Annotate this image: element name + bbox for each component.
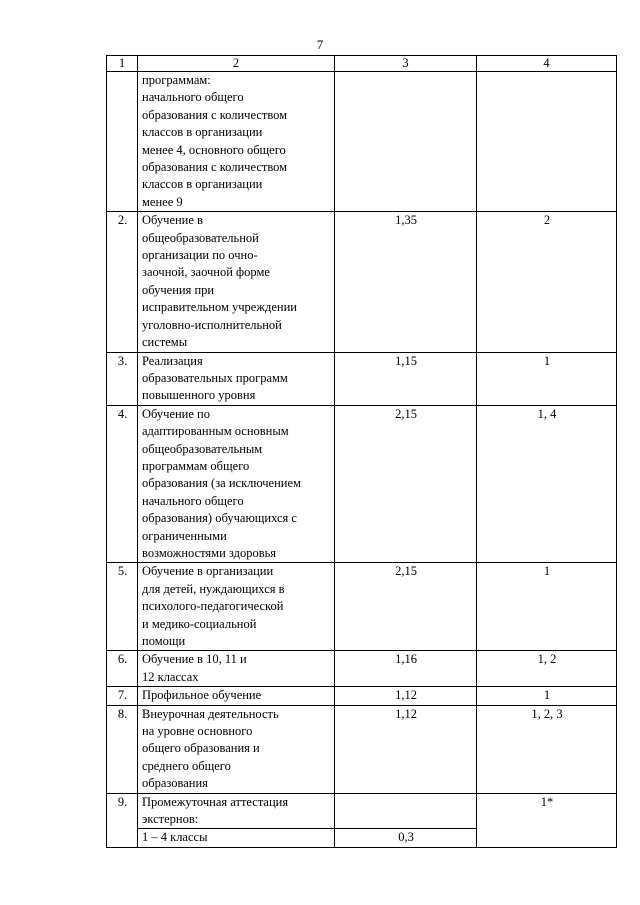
row-note: 1, 4 bbox=[477, 405, 617, 563]
row-description bbox=[138, 212, 335, 352]
row-number: 3. bbox=[107, 352, 138, 405]
description-line: повышенного уровня bbox=[142, 388, 256, 403]
row-number: 2. bbox=[107, 212, 138, 352]
description-line: программам: bbox=[142, 73, 211, 87]
row-coefficient: 1,15 bbox=[335, 352, 477, 405]
row-note: 1* bbox=[477, 793, 617, 848]
row-coefficient: 2,15 bbox=[335, 563, 477, 651]
row-description bbox=[138, 793, 335, 829]
description-line: Обучение в организации bbox=[142, 564, 274, 579]
description-line: менее 9 bbox=[142, 194, 183, 209]
description-line: адаптированным основным bbox=[142, 424, 289, 439]
row-description bbox=[138, 687, 335, 705]
table-row bbox=[107, 405, 617, 563]
row-description bbox=[138, 352, 335, 405]
row-note: 1 bbox=[477, 352, 617, 405]
row-note: 1 bbox=[477, 563, 617, 651]
description-line: организации по очно- bbox=[142, 248, 258, 263]
description-line: системы bbox=[142, 335, 188, 350]
row-coefficient bbox=[335, 793, 477, 829]
description-line: исправительном учреждении bbox=[142, 300, 297, 315]
description-line: среднего общего bbox=[142, 758, 231, 773]
description-line: и медико-социальной bbox=[142, 616, 257, 631]
row-coefficient bbox=[335, 72, 477, 212]
description-line: менее 4, основного общего bbox=[142, 142, 286, 157]
row-description bbox=[138, 651, 335, 687]
description-line: на уровне основного bbox=[142, 724, 253, 739]
table-row bbox=[107, 212, 617, 352]
description-line: образования bbox=[142, 776, 208, 791]
row-note: 1, 2, 3 bbox=[477, 705, 617, 793]
description-line: общеобразовательной bbox=[142, 230, 259, 245]
description-line: образования с количеством bbox=[142, 107, 288, 122]
row-number: 8. bbox=[107, 705, 138, 793]
description-line: для детей, нуждающихся в bbox=[142, 581, 285, 596]
column-header-4: 4 bbox=[477, 56, 617, 72]
table-body bbox=[107, 72, 617, 848]
row-number: 9. bbox=[107, 793, 138, 848]
description-line: Обучение в 10, 11 и bbox=[142, 652, 247, 667]
table-row bbox=[107, 352, 617, 405]
row-description bbox=[138, 705, 335, 793]
description-line: Реализация bbox=[142, 353, 203, 368]
description-line: начального общего bbox=[142, 493, 244, 508]
description-line: 12 классах bbox=[142, 669, 199, 684]
description-line: классов в организации bbox=[142, 177, 263, 192]
description-line: ограниченными bbox=[142, 528, 227, 543]
row-note bbox=[477, 72, 617, 212]
description-line: образовательных программ bbox=[142, 370, 288, 385]
column-header-3: 3 bbox=[335, 56, 477, 72]
row-note: 1 bbox=[477, 687, 617, 705]
description-line: уголовно-исполнительной bbox=[142, 317, 282, 332]
description-line: Обучение в bbox=[142, 213, 203, 228]
table-row bbox=[107, 687, 617, 705]
description-line: общеобразовательным bbox=[142, 441, 263, 456]
row-coefficient: 1,12 bbox=[335, 687, 477, 705]
row-number: 4. bbox=[107, 405, 138, 563]
row-number: 7. bbox=[107, 687, 138, 705]
description-line: общего образования и bbox=[142, 741, 260, 756]
sub-row-label: 1 – 4 классы bbox=[138, 829, 335, 848]
description-line: заочной, заочной форме bbox=[142, 265, 270, 280]
description-line: психолого-педагогической bbox=[142, 599, 284, 614]
description-line: помощи bbox=[142, 634, 186, 648]
description-line: образования (за исключением bbox=[142, 476, 301, 491]
row-number: 5. bbox=[107, 563, 138, 651]
row-number bbox=[107, 72, 138, 212]
row-coefficient: 1,35 bbox=[335, 212, 477, 352]
description-line: классов в организации bbox=[142, 125, 263, 140]
description-line: экстернов: bbox=[142, 812, 199, 827]
description-line: Внеурочная деятельность bbox=[142, 706, 279, 721]
page-number: 7 bbox=[316, 37, 324, 52]
table-row bbox=[107, 651, 617, 687]
row-note: 1, 2 bbox=[477, 651, 617, 687]
row-description bbox=[138, 72, 335, 212]
description-line: Обучение по bbox=[142, 406, 210, 421]
sub-row-coefficient: 0,3 bbox=[335, 829, 477, 848]
description-line: Профильное обучение bbox=[142, 688, 262, 703]
row-number: 6. bbox=[107, 651, 138, 687]
row-note: 2 bbox=[477, 212, 617, 352]
description-line: начального общего bbox=[142, 90, 244, 105]
table-row bbox=[107, 72, 617, 212]
row-description bbox=[138, 405, 335, 563]
row-coefficient: 1,12 bbox=[335, 705, 477, 793]
table-header-row bbox=[107, 56, 617, 72]
table-row bbox=[107, 705, 617, 793]
table-row-9a bbox=[107, 793, 617, 829]
description-line: образования) обучающихся с bbox=[142, 511, 297, 526]
column-header-2: 2 bbox=[138, 56, 335, 72]
column-header-1: 1 bbox=[107, 56, 138, 72]
row-coefficient: 1,16 bbox=[335, 651, 477, 687]
description-line: возможностями здоровья bbox=[142, 545, 277, 560]
table-row bbox=[107, 563, 617, 651]
description-line: обучения при bbox=[142, 282, 215, 297]
row-description bbox=[138, 563, 335, 651]
description-line: образования с количеством bbox=[142, 160, 288, 175]
description-line: программам общего bbox=[142, 458, 250, 473]
description-line: Промежуточная аттестация bbox=[142, 794, 289, 809]
coefficients-table bbox=[106, 55, 617, 848]
row-coefficient: 2,15 bbox=[335, 405, 477, 563]
